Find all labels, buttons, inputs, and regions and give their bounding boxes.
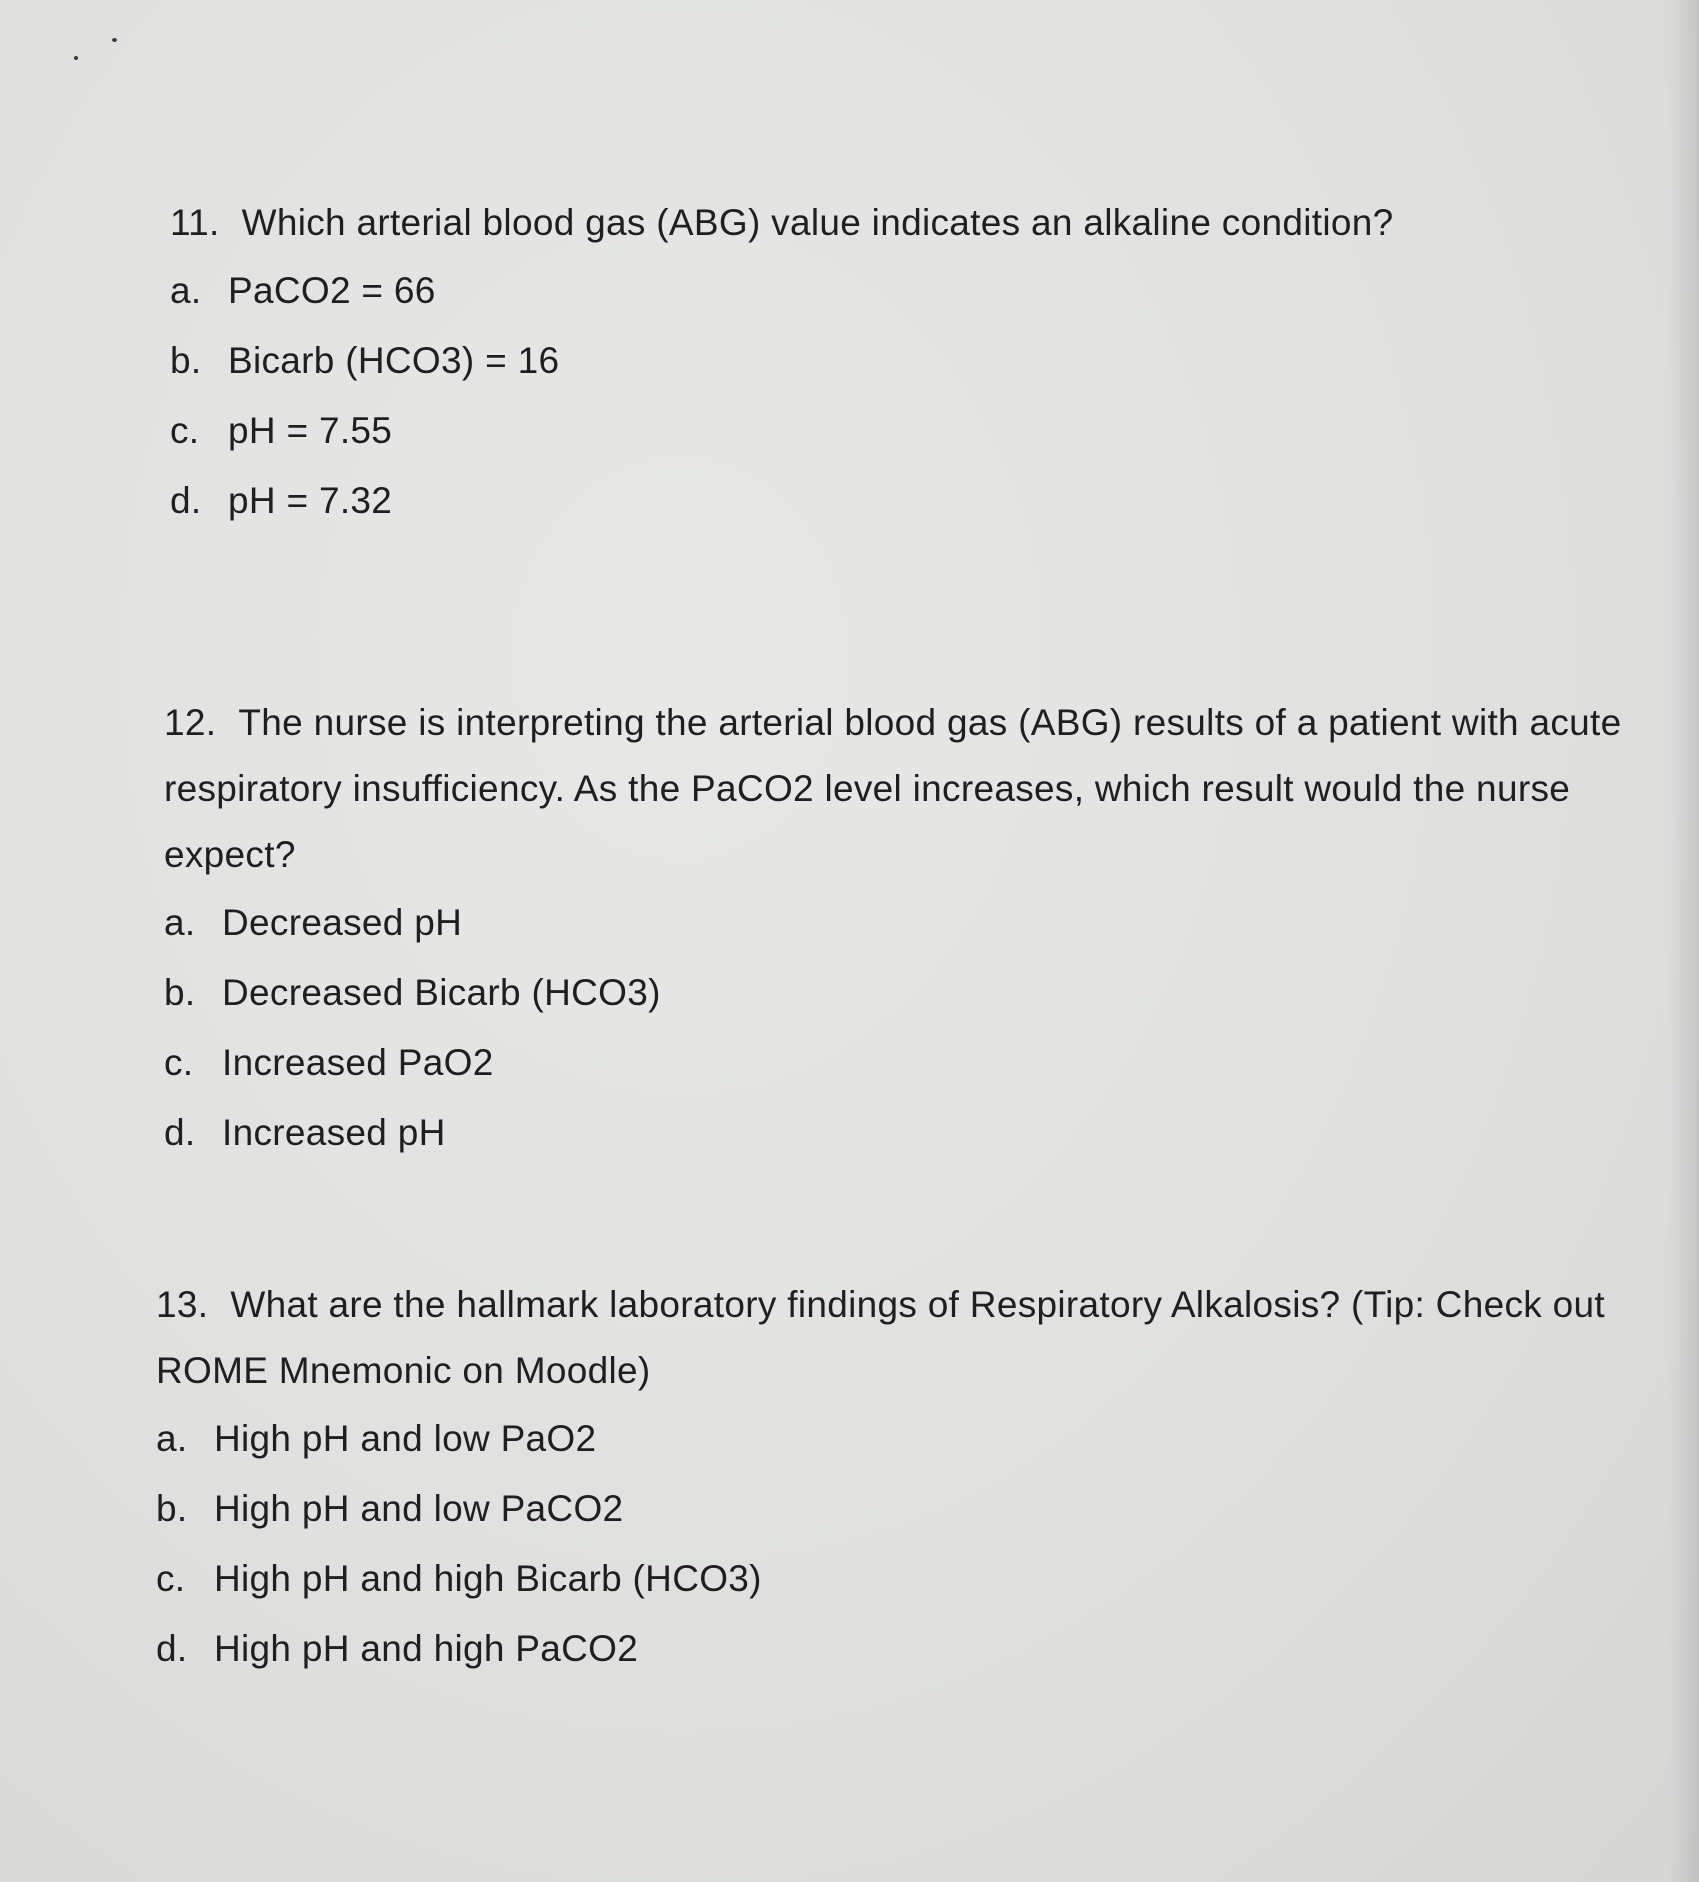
option-text: Decreased pH [222,902,463,943]
option-b [156,1476,1656,1546]
question-stem-line [164,690,1664,756]
option-c [164,1030,1664,1100]
option-letter: a. [156,1418,188,1459]
question-stem [156,1272,1656,1404]
question-number: 13. [156,1284,209,1325]
paper-speck [74,56,78,60]
option-text: High pH and low PaCO2 [214,1488,624,1529]
option-text: High pH and high Bicarb (HCO3) [214,1558,762,1599]
option-a [156,1406,1656,1476]
question-13 [156,1272,1656,1686]
question-stem-line: ROME Mnemonic on Moodle) [156,1350,651,1391]
option-text: Bicarb (HCO3) = 16 [228,340,560,381]
option-b [164,960,1664,1030]
option-letter: b. [170,340,202,381]
question-text: What are the hallmark laboratory findings of Respiratory Alkalosis? (Tip: Check out [230,1284,1605,1325]
option-text: Decreased Bicarb (HCO3) [222,972,661,1013]
option-letter: b. [164,972,196,1013]
option-d [156,1616,1656,1686]
option-text: High pH and high PaCO2 [214,1628,639,1669]
option-b [170,328,1630,398]
answer-options [170,258,1630,538]
option-a [164,890,1664,960]
option-letter: b. [156,1488,188,1529]
page-edge-shadow [1669,0,1699,1882]
option-letter: d. [156,1628,188,1669]
option-letter: d. [164,1112,196,1153]
option-letter: c. [156,1558,186,1599]
question-stem-line [156,1272,1656,1338]
option-letter: a. [164,902,196,943]
question-text: Which arterial blood gas (ABG) value indicates an alkaline condition? [241,202,1394,243]
option-a [170,258,1630,328]
option-text: High pH and low PaO2 [214,1418,597,1459]
question-12 [164,690,1664,1170]
option-letter: c. [170,410,200,451]
question-number: 11. [170,202,220,243]
option-letter: c. [164,1042,194,1083]
question-11 [170,190,1630,538]
option-c [170,398,1630,468]
option-text: Increased PaO2 [222,1042,494,1083]
question-number: 12. [164,702,217,743]
paper-speck [112,38,117,42]
option-text: pH = 7.55 [228,410,393,451]
option-letter: d. [170,480,202,521]
option-d [164,1100,1664,1170]
option-text: PaCO2 = 66 [228,270,436,311]
option-text: Increased pH [222,1112,446,1153]
answer-options [156,1406,1656,1686]
question-stem-line: expect? [164,834,296,875]
option-c [156,1546,1656,1616]
question-stem-line: respiratory insufficiency. As the PaCO2 level increases, which result would the nurse [164,768,1571,809]
question-stem [170,190,1630,256]
option-text: pH = 7.32 [228,480,393,521]
question-text: The nurse is interpreting the arterial blood gas (ABG) results of a patient with acute [238,702,1622,743]
question-stem [164,690,1664,888]
answer-options [164,890,1664,1170]
option-d [170,468,1630,538]
option-letter: a. [170,270,202,311]
